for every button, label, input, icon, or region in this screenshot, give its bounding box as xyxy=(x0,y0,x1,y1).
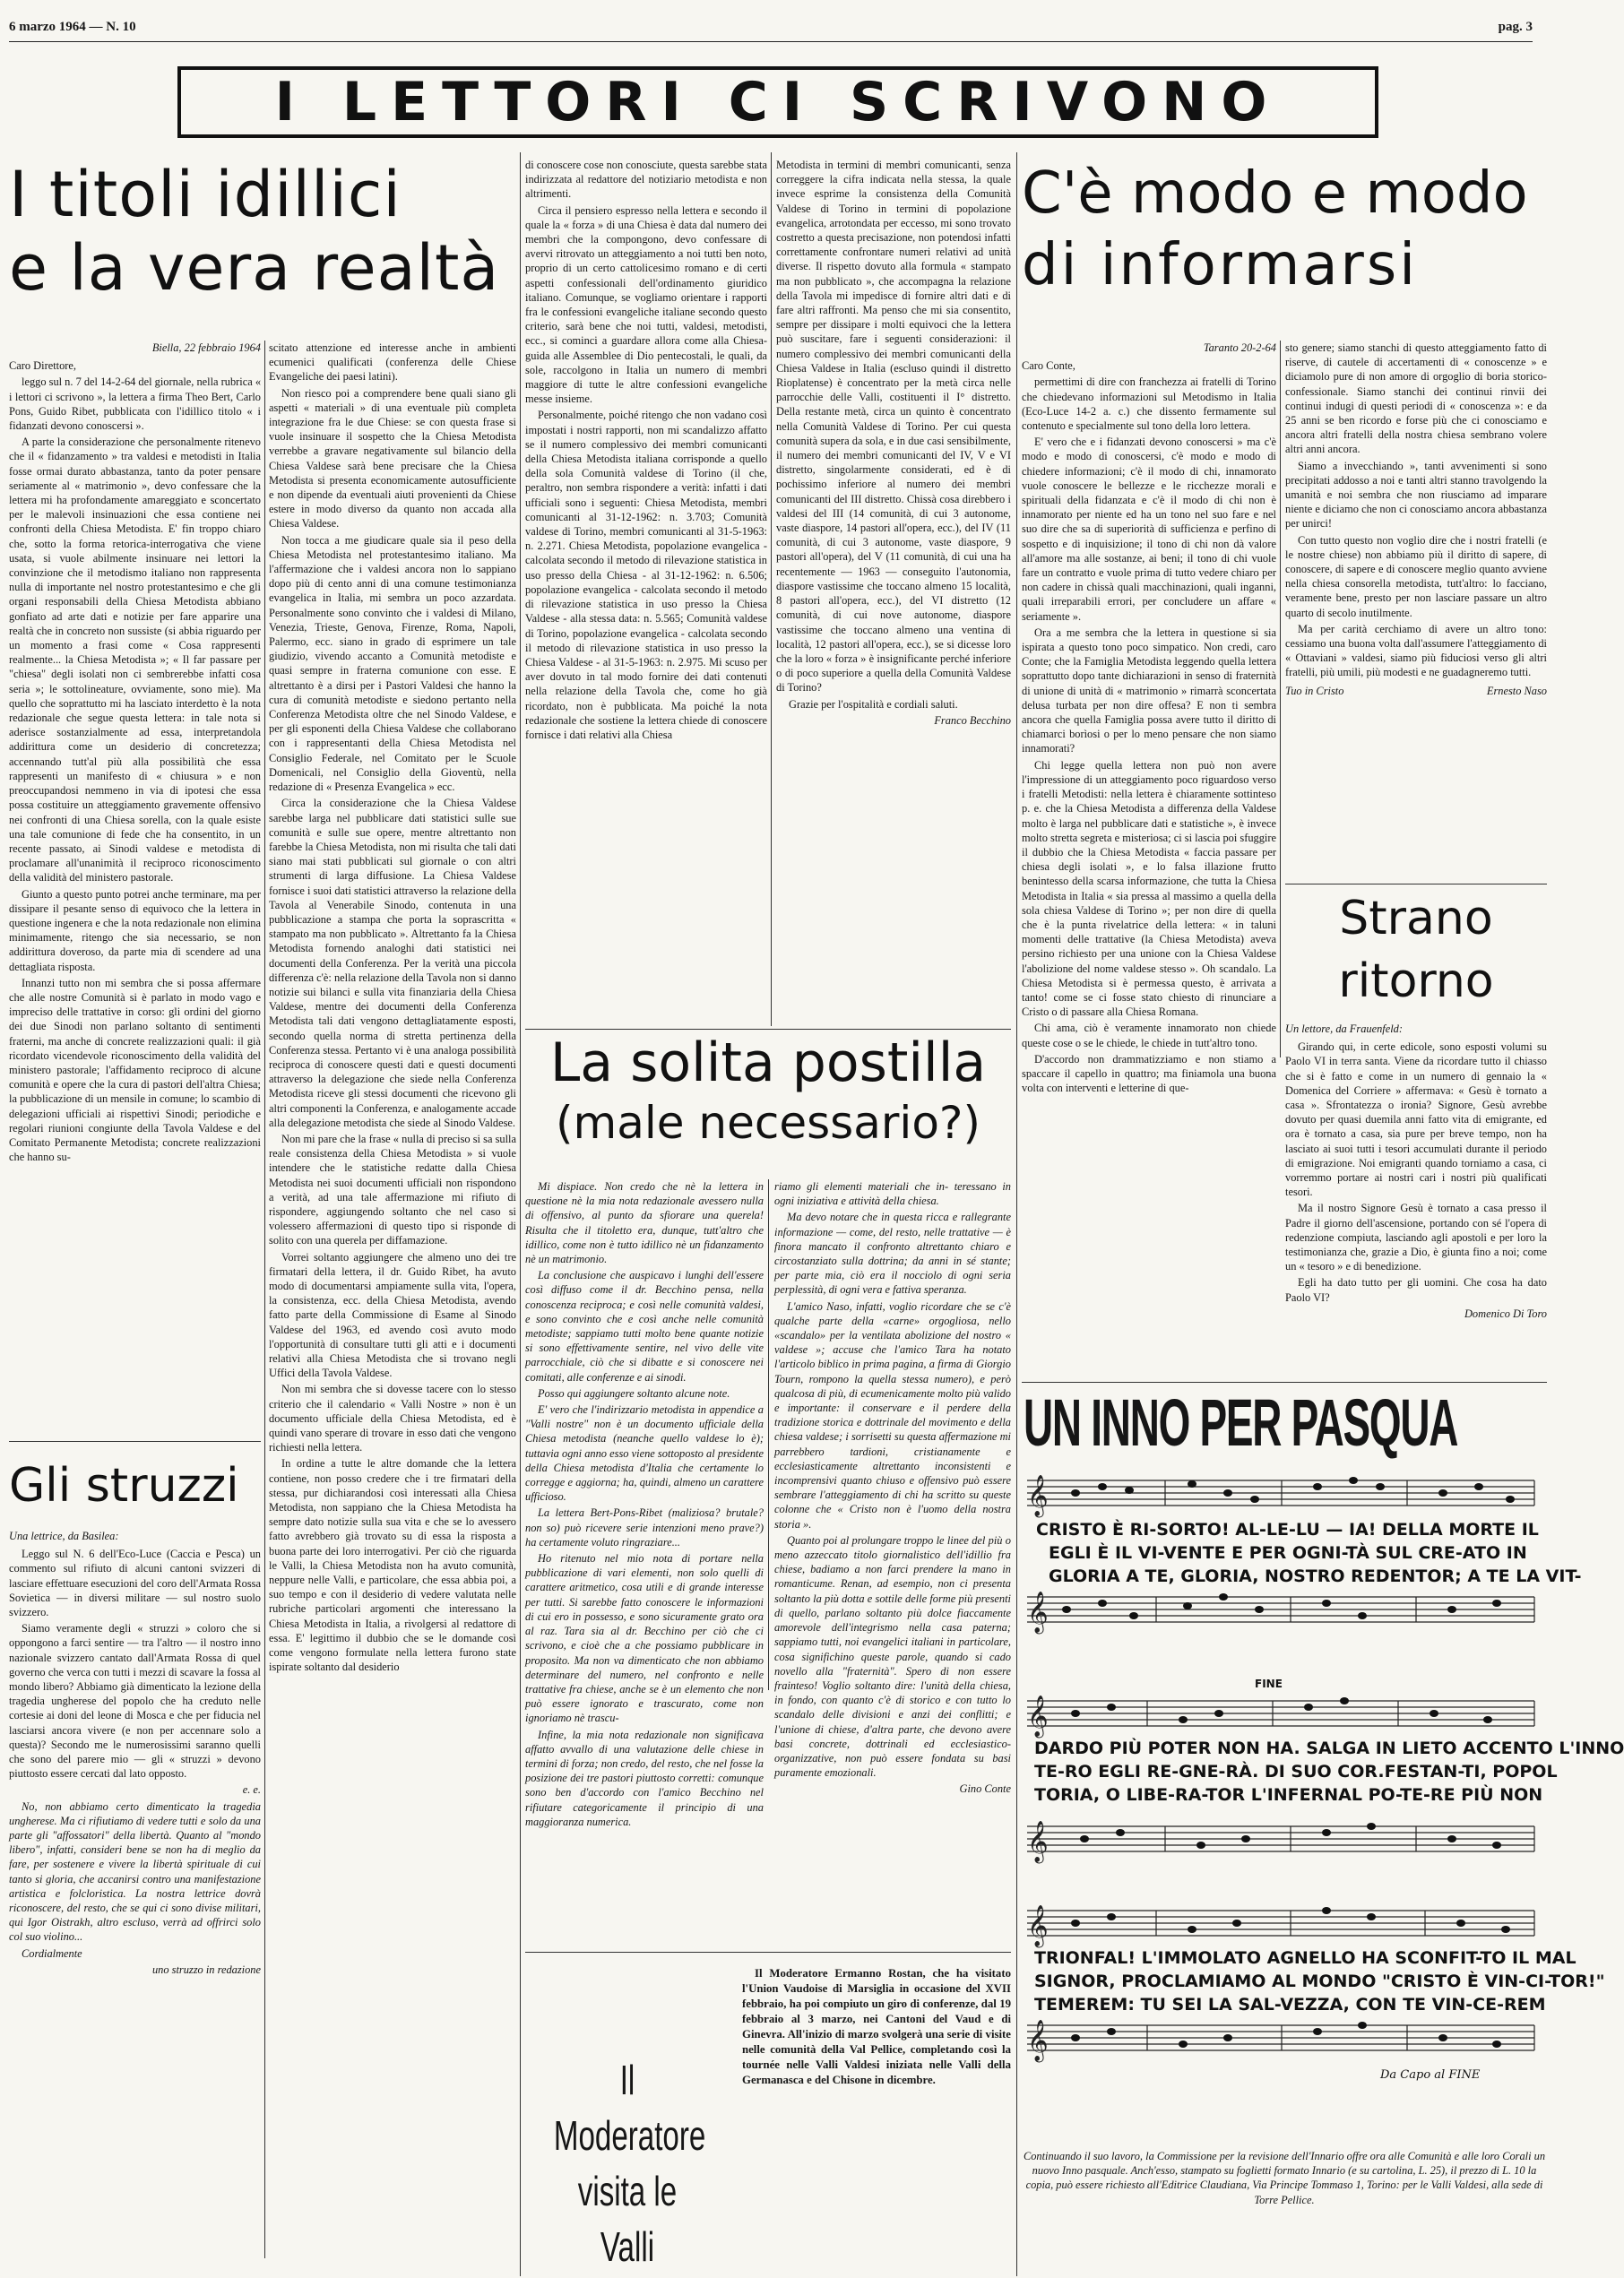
informarsi-signature: Ernesto Naso xyxy=(1486,684,1547,697)
struzzi-paragraph: Leggo sul N. 6 dell'Eco-Luce (Caccia e Pesca) un commento sul rifiuto di alcuni cantoni svizzeri di lasciare effettuare esecuzioni del coro dell'Armata Rossa Sovietica — in diversi militare — sul nostro suolo svizzero. xyxy=(9,1548,261,1619)
informarsi-paragraph: permettimi di dire con franchezza ai fratelli di Torino che chiedevano informazioni sul Metodismo in Italia (Eco-Luce 14-2 a. c.) che dissento fermamente sul contenuto e specialmente sul tono della loro lettera. xyxy=(1022,375,1276,433)
middle-signature: Franco Becchino xyxy=(934,713,1011,727)
column-rule xyxy=(768,1179,769,1690)
strano-paragraph: Ma il nostro Signore Gesù è tornato a casa presso il Padre il giorno dell'ascensione, portando con sé l'opera di redenzione compiuta, lasciando agli apostoli e per loro la testimonianza che, grazie a Dio, è giunta fino a noi; come un « tesoro » e di benedizione. xyxy=(1285,1202,1547,1273)
strano-body xyxy=(1285,1022,1547,1380)
titoli-paragraph: Circa la considerazione che la Chiesa Valdese sarebbe larga nel pubblicare dati statistici sulle sue comunità e sulle sue opere, mentre altrettanto non farebbe la Chiesa Metodista, non mi risulta che tali dati siano mai stati pubblicati sul giornale o con altri strumenti di larga diffusione. La Chiesa Valdese fornisce i suoi dati statistici attraverso la relazione della Tavola al Venerabile Sinodo, contenuta in una pubblicazione a stampa che porta la soprascritta « stampato ma non pubblicato ». Altrettanto fa la Chiesa Metodista fornendo analoghi dati statistici nei documenti della Conferenza. Per la verità una piccola differenza c'è: nella relazione della Tavola non si danno notizie sui bilanci e sulla vita finanziaria della Chiesa Valdese, mentre dei documenti della Conferenza Metodista tali dati vengono dettagliatamente esposti, secondo quella norma di stretta pertinenza della Conferenza stessa. Pertanto vi è una analoga possibilità reciproca di conoscere questi dati e questi documenti attraverso la delegazione che siede nella Conferenza Metodista riceve gli stessi documenti che ricevono gli altri componenti la Conferenza, e analogamente accade alla delegazione metodista che siede al Sinodo Valdese. xyxy=(269,797,516,1129)
postilla-paragraph: Posso qui aggiungere soltanto alcune note. xyxy=(538,1386,730,1400)
column-rule xyxy=(1016,152,1017,2276)
hymn-lyrics-line: TEMEREM: TU SEI LA SAL-VEZZA, CON TE VIN-CE-REM xyxy=(1034,1995,1546,2015)
informarsi-title-line2: di informarsi xyxy=(1022,232,1418,298)
hymn-dacapo: Da Capo al FINE xyxy=(1380,2068,1481,2082)
hymn-lyrics-line: TE-RO EGLI RE-GNE-RÀ. DI SUO COR.FESTAN-TI, POPOL xyxy=(1034,1762,1558,1782)
informarsi-paragraph: Chi legge quella lettera non può non avere l'impressione di un atteggiamento poco riguardoso verso i fratelli Metodisti: nella lettera è chiaramente sottinteso p. e. che la Chiesa Metodista a differenza della Valdese molto è larga nel pubblicare dati e statistiche », è invece molto stretta segreta e misteriosa; ci si lascia poi sfuggire il dubbio che la Chiesa Metodista « faccia passare per chiesa degli isolati », e lo falsa illazione frutto benintesso della scarsa informazione, che tutta la Chiesa Metodista in Italia « sia pressa al massimo a quella della sola chiesa Valdese di Torino »; per non dire di quella che è la punta rivelatrice della lettera: « in taluni momenti delle trattative (la Chiesa Metodista) aveva persino richiesto per una unione con la Chiesa Valdese l'abolizione del nome valdese stesso ». Oh scandalo. La Chiesa Metodista si è permessa questo, è arrivata a tanto! come se ci fosse stato chiesto di rinunciare a Cristo o di passare alla Chiesa Romana. xyxy=(1022,758,1276,1019)
middle-paragraph: Grazie per l'ospitalità e cordiali saluti. xyxy=(789,697,958,711)
inno-caption-text: Continuando il suo lavoro, la Commissione per la revisione dell'Innario offre ora alle Comunità e alle loro Corali un nuovo Inno pasquale. Anch'esso, stampato su foglietti formato Innario (e su cartolina, L. 25), il prezzo di L. 10 la copia, può essere richiesto all'Editrice Claudiana, Via Principe Tommaso 1, Torino: per le Valli Valdesi, alla sede di Torre Pellice. xyxy=(1023,2150,1546,2206)
titoli-paragraph: In ordine a tutte le altre domande che la lettera contiene, non posso credere che i tre firmatari della stessa, pur dichiarandosi così interessati alla Chiesa Metodista, non sappiano che la Chiesa Metodista ha sempre dato notizie sulla sua vita e che se lo avessero fatto avrebbero già trovato su di essa la risposta a buona parte dei loro interrogativi. Per ciò che riguarda le Valli, la Chiesa Metodista non ha avuto comunità, neppure nelle Valli, e particolare, che essa abbia poi, a suo tempo e con il desiderio di vedere valutata nelle rubriche particolari argomenti che interessano la Chiesa Metodista in Italia, a rivolgersi al redattore di essa. E' legittimo il dubbio che se le domande così come vengono formulate nella lettera furono state ispirate soltanto dal desiderio xyxy=(269,1457,516,1674)
titoli-paragraph: scitato attenzione ed interesse anche in ambienti ecumenici qualificati (conferenza delle Chiese Evangeliche dei paesi latini). xyxy=(269,341,516,384)
titoli-paragraph: Innanzi tutto non mi sembra che si possa affermare che alle nostre Comunità si è parlato in modo vago e impreciso delle trattative in corso: gli ordini del giorno dei due Sinodi non parlano soltanto di sentimenti fraterni, ma anche di concrete realizzazioni quali: il già ricordato vicendevole riconoscimento della validità del ministero pastorale; l'affidamento reciproco di alcune comunità e opere che la cura di pastori dell'altra Chiesa; la pubblicazione di un mensile in comune; lo scambio di delegazioni ufficiali ai rispettivi Sinodi; periodiche e regolari riunioni congiunte della Tavola Valdese e del Comitato Permanente Metodista; concrete realizzazioni che hanno su- xyxy=(9,976,261,1164)
moderatore-body xyxy=(742,1966,1011,2271)
titoli-col-1 xyxy=(9,341,261,1438)
strano-signature: Domenico Di Toro xyxy=(1464,1307,1547,1320)
strano-title-line1: Strano xyxy=(1339,892,1493,945)
postilla-headline xyxy=(525,1031,1011,1174)
informarsi-title-line1: C'è modo e modo xyxy=(1022,160,1528,227)
middle-paragraph: Personalmente, poiché ritengo che non vadano così impostati i nostri rapporti, non mi scandalizzo affatto se il numero complessivo dei membri comunicanti della Chiesa Metodista italiana corrisponde a quello della sola Comunità valdese di Torino (il che, peraltro, non sembra rispondere a verità: infatti i dati ufficiali sono i seguenti: Chiesa Metodista, membri comunicanti al 31-12-1962: n. 3.703; Comunità valdese di Torino, membri comunicanti al 31-5-1963: n. 2.271. Chiesa Metodista, popolazione evangelica - calcolata secondo il metodo di rilevazione statistica in uso presso della Chiesa - al 31-12-1962: n. 6.506; popolazione evangelica - calcolata secondo il metodo di rilevazione statistica in uso presso la Chiesa Valdese - alla stessa data: n. 5.565; Comunità valdese di Torino, popolazione evangelica - calcolata secondo il metodo di rilevazione statistica in uso presso la Chiesa Valdese - al 31-5-1963: n. 2.975. Mi scuso per aver dovuto in tal modo fornire dei dati contenuti nella relazione della Tavola che, come ho già ricordato, non è pubblicata. Ma poiché la nota redazionale che sostiene la lettera chiede di conoscere fornisce i dati relativi alla Chiesa xyxy=(525,409,767,741)
postilla-paragraph: La conclusione che auspicavo i lunghi dell'essere così diffuso come il dr. Becchino pensa, nella conoscenza reciproca; e così nelle comunità valdesi, e sono convinto che e così anche nelle comunità metodiste; sappiamo tutti molto bene quante notizie si sono effettivamente sentire, nel vivo delle vite parrocchiale, ciò che si dibatte e si conoscere nei comitati, alle conferenze e ai sinodi. xyxy=(525,1269,764,1384)
hymn-lyrics-line: TRIONFAL! L'IMMOLATO AGNELLO HA SCONFIT-TO IL MAL xyxy=(1034,1948,1576,1968)
hymn-lyrics-line: SIGNOR, PROCLAMIAMO AL MONDO "CRISTO È VIN-CI-TOR!" xyxy=(1034,1972,1605,1991)
column-rule xyxy=(1280,341,1281,1057)
issue-date: 6 marzo 1964 — N. 10 xyxy=(9,20,136,34)
section-rule xyxy=(525,1029,1011,1030)
middle-paragraph: Circa il pensiero espresso nella lettera e secondo il quale la « forza » di una Chiesa è data dal numero dei membri che la compongono, devo confessare di avervi ritrovato un atteggiamento a noi tutti ben noto, proprio di un certo cattolicesimo romano e di certi aspetti confessionali dell'ordinamento giuridico italiano. Comunque, se vogliamo orientare i rapporti fra le confessioni evangeliche italiane secondo questo criterio, sarà bene che noi tutti, valdesi, metodisti, ecc., si cominci a guardare allora come alla Chiesa-guida alle Assemblee di Dio pentecostali, le quali, da sole, raccolgono in Italia un numero di membri maggiore di tutte le altre confessioni evangeliche messe insieme. xyxy=(525,203,767,406)
postilla-paragraph: Ho ritenuto nel mio nota di portare nella pubblicazione di vari elementi, non solo quelli di carattere aritmetico, cosa utili e di grande interesse per tutti. Si sarebbe fatto conoscere le informazioni di cui ero in possesso, e sono sicuramente grato ora al raz. Tara sia al dr. Becchino per ciò che ci scrivono, e cioè che a che possiamo pubblicare in proposito. Ma non va dimenticato che non abbiamo determinare del numero, nel confronto e nelle trattative fra chiese, anche se è un elemento che non può essere ignorato e trascurato, come non ignoriamo nè trascu- xyxy=(525,1552,764,1725)
informarsi-paragraph: E' vero che e i fidanzati devono conoscersi » ma c'è modo e modo di conoscersi, c'è modo e modo di chiedere informazioni; c'è il modo di chi, innamorato vuole conoscere le bellezze e le ricchezze morali e spirituali della fidanzata e c'è il modo di chi non è innamorato per niente ed ha un tono nel suo fare e nel suo dire che sa di superiorità di sufficienza e perfino di sospetto e di inquisizione; il tono di chi non dà valore all'amore ma alle sostanze, ai beni; il tono di chi vuole fare un contratto e vuole prima di tutto vedere chiaro per non cadere in chissà quali macchinazioni, quali inganni, quali irreparabili errori, per concludere un affare « seriamente ». xyxy=(1022,436,1276,623)
struzzi-intro: Una lettrice, da Basilea: xyxy=(9,1530,119,1542)
section-rule xyxy=(525,1952,1011,1953)
informarsi-signoff xyxy=(1285,684,1547,698)
titoli-title-line1: I titoli idillici xyxy=(9,158,402,231)
titoli-title-line2: e la vera realtà xyxy=(9,231,500,305)
titoli-paragraph: Giunto a questo punto potrei anche terminare, ma per dissipare il pesante senso di equivoco che la lettera in questione ingenera e che la nota redazionale non elimina minimamente, ritengo che sia necessario, se non addirittura doveroso, da parte mia di scendere ad una dettagliata risposta. xyxy=(9,887,261,973)
postilla-paragraph: E' vero che l'indirizzario metodista in appendice a "Valli nostre" non è un documento ufficiale della Chiesa metodista (neanche quello valdese lo è); tuttavia ogni anno esso viene sottoposto al presidente della Chiesa metodista d'Italia che certamente lo corregge e aggiorna; ha, quindi, almeno un carattere ufficioso. xyxy=(525,1403,764,1504)
postilla-col-2 xyxy=(774,1179,1011,1796)
struzzi-editor-note: No, non abbiamo certo dimenticato la tragedia ungherese. Ma ci rifiutiamo di vedere tutti e solo da una parte gli "affossatori" della libertà. Quanto al "mondo libero", infatti, consideri bene se non ha di meglio da fare, per sostenere e vivere la libertà spirituale di cui tanto si gloria, che accanirsi contro una manifestazione artistica e folcloristica. La nostra lettrice dovrà riconoscere, del resto, che se qui ci sono divise militari, qui Igor Oistrakh, altro escluso, verrà ad offrirci solo col suo violino... xyxy=(9,1799,261,1944)
strano-title-line2: ritorno xyxy=(1338,954,1494,1008)
titoli-paragraph: A parte la considerazione che personalmente ritenevo che il « fidanzamento » tra valdesi e metodisti in Italia fosse ormai durato abbastanza, tanto da poter pensare seriamente al « matrimonio », devo confessare che la lettera mi ha profondamente amareggiato e sconcertato per le malevoli insinuazioni che essa contiene nei confronti della Chiesa Metodista. E' fin troppo chiaro che, sotto la forma retorica-interrogativa che viene usata, si vuole abilmente insinuare nei lettori la convinzione che il metodismo italiano non rappresenta nulla di importante nel nostro protestantesimo e che gli organi responsabili della Chiesa Metodista abbiano gonfiato ad arte dati e notizie per fare apparire una realtà che in concreto non sussiste (si abbia riguardo per un momento a frasi come « Cosa rappresenti realmente... la Chiesa Metodista »; « Il far passare per "chiesa" degli isolati non ci sembrerebbe infatti cosa seria »; le sottolineature, ovviamente, sono mie). Ma quello che soprattutto mi ha lasciato interdetto è la nota redazionale che segue questa lettera: in tale nota si aderisce sostanzialmente ad essa, interpretandola addirittura come un desiderio di concretezza; accennando tutt'al più alla possibilità che essa rappresenti un manifesto di « chiusura » e non preoccupandosi nemmeno in via di ipotesi che essa possa costituire un atteggiamento gravemente offensivo nei confronti di una Chiesa sorella, con la quale esiste una tale comunione di fede che ha consentito, in un recente passato, ai Sinodi valdese e metodista di proclamare all'unanimità il reciproco riconoscimento della validità del ministero pastorale. xyxy=(9,436,261,884)
postilla-paragraph: Quanto poi al prolungare troppo le linee del più o meno azzeccato titolo giornalistico dell'idillio fra chiese, badiamo a non farci prendere la mano in romanticume. Renan, ad esempio, non ci presenta soltanto la più dotta e sottile delle forme più presenti di quello, parlano soltanto più dolce fiaccamente amorevole dell'integrismo nella casa paterna; sappiamo tutti, noi evangelici italiani in particolare, cosa significhino queste parole, quando si cado novello alla "fraternità". Spero di non essere frainteso! Voglio soltanto dire: l'unità della chiesa, in fondo, con quanto c'è di storico e con tutto lo scandalo delle divisioni e anzi dei conflitti; e l'unione di chiese, d'altra parte, che devono avere basi concrete, dottrinali ed ecclesiastico-organizzative, non può essere fondata su basi puramente emozionali. xyxy=(774,1533,1011,1780)
titoli-paragraph: Non mi sembra che si dovesse tacere con lo stesso criterio che il calendario « Valli Nostre » non è un documento ufficiale della Chiesa Metodista, ed è quindi vano sperare di trovare in esso dati che vengono richiesti nella lettera. xyxy=(269,1383,516,1454)
postilla-paragraph: Infine, la mia nota redazionale non significava affatto avvallo di una valutazione delle chiese in termini di forza; non credo, del resto, che nel fosse la posizione dei tre pastori piuttosto corretti: comunque sono ben d'accordo con l'amico Becchino nel rifiutare categoricamente il principio di una maggioranza numerica. xyxy=(525,1728,764,1828)
struzzi-last-line: uno struzzo in redazione xyxy=(151,1963,261,1976)
struzzi-body xyxy=(9,1529,261,2273)
column-rule xyxy=(264,341,265,2258)
middle-paragraph: Metodista in termini di membri comunicanti, senza correggere la cifra indicata nella stessa, la quale invece esprime la consistenza della Comunità Valdese di Torino in termini di popolazione evangelica, arrotondata per eccesso, mi sono trovato costretto a questa precisazione, non potendosi infatti correttamente confrontare numeri relativi ad unità diverse. Il rispetto dovuto alla formula « stampato ma non pubblicato », che accompagna la relazione della Tavola mi impedisce di fornire altri dati e di fare altri raffronti. Ma penso che mi sia consentito, sempre per dissipare i molti equivoci che la lettera può suscitare, fare i seguenti considerazioni: il numero complessivo dei membri comunicanti della Chiesa Valdese in Italia (escluso quindi il distretto Rioplatense) è concentrato per la metà circa nelle parrocchie delle Valli, costituenti il I° distretto. Della restante metà, circa un quinto è concentrato nella Comunità Valdese di Torino. Per cui questa comunità supera da sola, e in due casi sensibilmente, il numero dei membri comunicanti del IV, V e VI distretto, singolarmente considerati, ed è di pochissimo inferiore al numero dei membri comunicanti del III distretto. Chissà cosa direbbero i valdesi del III (14 comunità, di cui 3 autonome, vaste diaspore, 14 pastori all'opera, ecc.), del IV (11 comunità, di cui 3 autonome, vaste diaspore, 9 pastori all'opera), del V (11 comunità, di cui una ha recentemente — 1963 — conseguito l'autonomia, diaspore vastissime che toccano almeno 15 località, 8 pastori all'opera, ecc.), del VI distretto (12 comunità, di cui nove autonome, diaspore vastissime che toccano almeno una ventina di località, 12 pastori all'opera, ecc.), se si dicesse loro che la loro « forza » è insignificante perché inferiore o di poco superiore a quella della Comunità Valdese di Torino? xyxy=(776,159,1011,695)
middle-col-1 xyxy=(525,158,767,1025)
struzzi-paragraph: Siamo veramente degli « struzzi » coloro che si oppongono a farci sentire — tra l'altro — il nostro inno nazionale svizzero cantato dall'Armata Rossa di quel governo che verca con tutti i mezzi di scavare la fossa al mondo libero? Abbiamo già dimenticato la lezione della tragedia ungherese del popolo che ha creduto nelle cortesie ai doni del leone di Mosca e che per fiducia nel lasciarsi ancora vivere (e non per accennare solo a questa)? Secondo me le numerosissimi saranno quelli che sono del parere mio — gli « struzzi » devono piuttosto essere cercati dal lato opposto. xyxy=(9,1622,261,1781)
postilla-paragraph: L'amico Naso, infatti, voglio ricordare che se c'è qualche parte della «carne» orgogliosa, nello «scandalo» per la ventilata abolizione del nostro « valdese »; accuse che l'amico Tara ha notato l'articolo biblico in prima pagina, a firma di Giorgio Tourn, rompono la quella stessa numero), e però qualcosa di più, di ecumenicamente molto più valido e importante: il conservare e il perdere della tradizione storica e dottrinale del movimento e della chiesa valdese; i sorrisetti su questa affermazione mi parrebbero tardioni, cristianamente e ecclesiasticamente altrettanto inconsistenti e incomprensivi quanto chiuso e offensivo può essere sembrare l'atteggiamento di chi ha scritto su queste colonne che « Cristo non è l'uomo della nostra storia ». xyxy=(774,1299,1011,1531)
middle-col-2 xyxy=(776,158,1011,1025)
hymn-lyrics-line: TORIA, O LIBE-RA-TOR L'INFERNAL PO-TE-RE PIÙ NON xyxy=(1034,1785,1543,1805)
postilla-paragraph: La lettera Bert-Pons-Ribet (maliziosa? brutale? non so) può ricevere serie intenzioni meno prave?) ha certamente voluto ringraziare... xyxy=(525,1506,764,1549)
moderatore-title-line1: Il Moderatore xyxy=(553,2057,706,2159)
strano-headline xyxy=(1285,887,1547,1020)
struzzi-closing: Cordialmente xyxy=(22,1946,82,1960)
informarsi-greeting: Caro Conte, xyxy=(1022,359,1075,373)
strano-intro: Un lettore, da Frauenfeld: xyxy=(1285,1023,1403,1035)
informarsi-paragraph: Chi ama, ciò è veramente innamorato non chiede queste cose o se le chiede, le chiede in tutt'altro tono. xyxy=(1022,1022,1276,1049)
inno-title: UN INNO PER PASQUA xyxy=(1024,1385,1458,1460)
hymn-lyrics-line: DARDO PIÙ POTER NON HA. SALGA IN LIETO ACCENTO L'INNO xyxy=(1034,1739,1624,1758)
column-rule xyxy=(520,152,521,2276)
informarsi-col-2 xyxy=(1285,341,1547,878)
section-rule xyxy=(9,1441,261,1442)
titoli-paragraph: Non mi pare che la frase « nulla di preciso si sa sulla reale consistenza della Chiesa Metodista » si vuole intendere che le statistiche redatte dalla Chiesa Metodista nei suoi documenti ufficiali non rispondono a verità, ad una tale affermazione mi rifiuto di rispondere, aggiungendo soltanto che nel caso si volessero affermazioni di questo tipo si risponde di solito con una querela per diffamazione. xyxy=(269,1132,516,1247)
section-banner: I LETTORI CI SCRIVONO xyxy=(177,66,1378,138)
hymn-lyrics-line: GLORIA A TE, GLORIA, NOSTRO REDENTOR; A TE LA VIT- xyxy=(1049,1566,1582,1586)
inno-caption xyxy=(1022,2149,1547,2265)
moderatore-text: Il Moderatore Ermanno Rostan, che ha visitato l'Union Vaudoise di Marsiglia in occasione del XVII febbraio, ha poi compiuto un giro di conferenze, dal 19 febbraio al 3 marzo, nei Cantoni del Vaud e di Ginevra. All'inizio di marzo svolgerà una serie di visite nelle comunità della Val Pellice, completando così la tournée nelle Valli Valdesi iniziata nelle Valli della Germanasca e del Chisone in dicembre. xyxy=(742,1967,1011,2086)
moderatore-headline xyxy=(525,2052,730,2270)
informarsi-paragraph: Siamo a invecchiando », tanti avvenimenti si sono precipitati addosso a noi e tanti altri stanno travolgendo la umanità e noi sembra che non riusciamo ad imparare niente e diciamo che non ci conosciamo ancora abbastanza per unirci! xyxy=(1285,459,1547,531)
informarsi-closing: Tuo in Cristo xyxy=(1285,684,1344,697)
postilla-signature: Gino Conte xyxy=(959,1782,1011,1796)
hymn-lyrics-line: EGLI È IL VI-VENTE E PER OGNI-TÀ SUL CRE-ATO IN xyxy=(1049,1543,1527,1563)
titoli-paragraph: Vorrei soltanto aggiungere che almeno uno dei tre firmatari della lettera, il dr. Guido Ribet, ha avuto modo di documentarsi ampiamente sulla vita, l'opera, la consistenza, ecc. della Chiesa Metodista, avendo fatto parte della Commissione di Esame al Sinodo Valdese del 1963, ed avendo così avuto modo l'opportunità di consultare tutti gli atti e i documenti relativi alla Chiesa Metodista che si trovano negli Uffici della Tavola Valdese. xyxy=(269,1250,516,1380)
svg-text:𝄞: 𝄞 xyxy=(1027,1821,1049,1862)
moderatore-title-line2: visita le Valli xyxy=(577,2168,678,2270)
hymn-lyrics-line: CRISTO È RI-SORTO! AL-LE-LU — IA! DELLA MORTE IL xyxy=(1036,1520,1539,1540)
postilla-title-line2: (male necessario?) xyxy=(556,1097,980,1149)
postilla-title-line1: La solita postilla xyxy=(549,1031,987,1094)
page-header xyxy=(9,14,1533,43)
strano-paragraph: Girando qui, in certe edicole, sono esposti volumi su Paolo VI in terra santa. Viene da ricordare tutto il chiasso che si è fatto e come in un numero di gennaio la « Domenica del Corriere » affermava: « Gesù è tornato a casa ». Sfrontatezza o ironia? Signore, Gesù avrebbe dovuto per quasi duemila anni fatto vita di emigrante, ed ora è tornato a casa, sia pure per breve tempo, non ha lasciato ai suoi tutti i tesori accumulati durante il periodo di emigrazione. Noi emigranti quando torniamo a casa, ci vorremmo portare ai nostri cari i nostri più qualificati tesori. xyxy=(1285,1040,1547,1199)
titoli-headline xyxy=(9,158,516,337)
postilla-paragraph: riamo gli elementi materiali che in- teressano in ogni iniziativa e attività della chiesa. xyxy=(774,1180,1011,1208)
svg-text:𝄞: 𝄞 xyxy=(1027,1592,1049,1633)
svg-text:𝄞: 𝄞 xyxy=(1027,1905,1049,1946)
titoli-paragraph: leggo sul n. 7 del 14-2-64 del giornale, nella rubrica « i lettori ci scrivono », la lettera a firma Theo Bert, Carlo Pons, Guido Ribet, pubblicata con l'idillico titolo « i fidanzati devono conoscersi ». xyxy=(9,375,262,433)
informarsi-paragraph: D'accordo non drammatizziamo e non stiamo a spaccare il capello in quattro; ma finiamola una buona volta con interventi e letterine di que- xyxy=(1022,1052,1276,1095)
titoli-col-2 xyxy=(269,341,516,2276)
hymn-fine-mark: FINE xyxy=(1255,1678,1283,1690)
titoli-place-date: Biella, 22 febbraio 1964 xyxy=(151,341,261,354)
svg-text:𝄞: 𝄞 xyxy=(1027,1475,1049,1516)
informarsi-col-1 xyxy=(1022,341,1276,1095)
strano-paragraph: Egli ha dato tutto per gli uomini. Che cosa ha dato Paolo VI? xyxy=(1285,1276,1547,1304)
inno-headline xyxy=(1024,1387,1547,1459)
informarsi-paragraph: Ma per carità cerchiamo di avere un altro tono: cessiamo una buona volta dall'assumere l'atteggiamento di « Ottaviani » valdesi, siamo più fiduciosi verso gli altri fratelli, più umili, più modesti e ne guadagneremo tutti. xyxy=(1285,622,1547,679)
svg-text:𝄞: 𝄞 xyxy=(1027,1696,1049,1737)
section-rule xyxy=(1022,1382,1547,1383)
struzzi-title: Gli struzzi xyxy=(9,1459,239,1513)
informarsi-paragraph: sto genere; siamo stanchi di questo atteggiamento fatto di riserve, di cautele di accertamenti di « conoscenze » e diciamolo pure di non amore di orgoglio di boria storico-confessionale. Siamo stanchi dei continui rinvii dei continui indugi di questi periodi di « conoscenza »: e da 25 anni se ben ricordo e forse più che ci conosciamo e ancora altri fratelli della nostra chiesa sembrano volere altri anni ancora. xyxy=(1285,341,1547,456)
informarsi-place-date: Taranto 20-2-64 xyxy=(1203,341,1276,354)
page-number: pag. 3 xyxy=(1498,20,1533,34)
informarsi-paragraph: Con tutto questo non voglio dire che i nostri fratelli (e le nostre chiese) non abbiamo più il diritto di sapere, di conoscere, di sapere e di conoscere meglio quanto avviene nella chiesa consorella metodista, tutt'altro: lo facciano, veramente bene, presto per non lasciare passare un altro quarto di secolo inutilmente. xyxy=(1285,533,1547,619)
informarsi-paragraph: Ora a me sembra che la lettera in questione si sia ispirata a questo tono poco simpatico. Non credi, caro Conte; che la Famiglia Metodista leggendo quella lettera soprattutto dopo tante dichiarazioni in senso di fraternità di unione di unità di « matrimonio » rimarrà sconcertata delusa turbata per non dire offesa? E non ti sembra ancora che quella Famiglia possa avere tutto il diritto di chiamarci borìosi o per lo meno pensare che non siamo innamorati? xyxy=(1022,626,1276,755)
postilla-col-1 xyxy=(525,1179,764,1828)
struzzi-signature: e. e. xyxy=(242,1783,261,1797)
postilla-paragraph: Mi dispiace. Non credo che nè la lettera in questione nè la mia nota redazionale avessero nulla di offensivo, al punto da sfiorare una querela! Risulta che il titoletto era, dunque, tutt'altro che idillico, come non è tutto idillico nè un fidanzamento nè un matrimonio. xyxy=(525,1180,764,1266)
hymn-score xyxy=(1022,1463,1624,2144)
middle-paragraph: di conoscere cose non conosciute, questa sarebbe stata indirizzata al redattore del notiziario metodista e non altrimenti. xyxy=(525,159,767,201)
svg-text:𝄞: 𝄞 xyxy=(1027,2020,1049,2061)
titoli-greeting: Caro Direttore, xyxy=(9,359,77,373)
titoli-paragraph: Non riesco poi a comprendere bene quali siano gli aspetti « materiali » di una eventuale più completa integrazione fra le due Chiese: se con questa frase si vuole insinuare il sospetto che la Chiesa Metodista verrebbe a gravare negativamente sul bilancio della Chiesa Valdese sarà bene precisare che la Chiesa Metodista si presenta economicamente autosufficiente e non dipende da eventuali aiuti provenienti da Chiese estere in modo diverso da quanto non accada alla Chiesa Valdese. xyxy=(269,386,516,531)
informarsi-headline xyxy=(1022,158,1547,337)
titoli-paragraph: Non tocca a me giudicare quale sia il peso della Chiesa Metodista nel protestantesimo italiano. Ma l'affermazione che i valdesi ancora non lo sappiano dopo più di cento anni di una comune testimonianza evangelica in Italia, mi sembra un poco azzardata. Personalmente sono convinto che i valdesi di Milano, Venezia, Trieste, Genova, Firenze, Roma, Napoli, Palermo, ecc. siano in grado di esprimere un tale giudizio, vivendo accanto a Comunità metodiste e quasi sempre in fraterna comunione con esse. E altrettanto è a dirsi per i Pastori Valdesi che hanno la cura di comunità metodiste e siedono pertanto nella Conferenza Metodista oltre che nel Sinodo Valdese, e per gli esponenti della Chiesa Valdese che collaborano con i rappresentanti della Chiesa Metodista nel Consiglio Federale, nel Comitato per le Scuole Domenicali, nel Consiglio della Gioventù, nella redazione di « Presenza Evangelica » ecc. xyxy=(269,533,516,794)
struzzi-headline xyxy=(9,1450,261,1525)
column-rule xyxy=(771,152,772,1026)
header-rule xyxy=(9,41,1533,42)
postilla-paragraph: Ma devo notare che in questa ricca e rallegrante informazione — come, del resto, nelle trattative — è finora mancato il confronto altrettanto chiaro e circostanziato sulla dottrina; da anni in sé stante; per parte mia, ciò era il nocciolo di ogni seria perplessità, di ogni vera e fattiva speranza. xyxy=(774,1211,1011,1297)
